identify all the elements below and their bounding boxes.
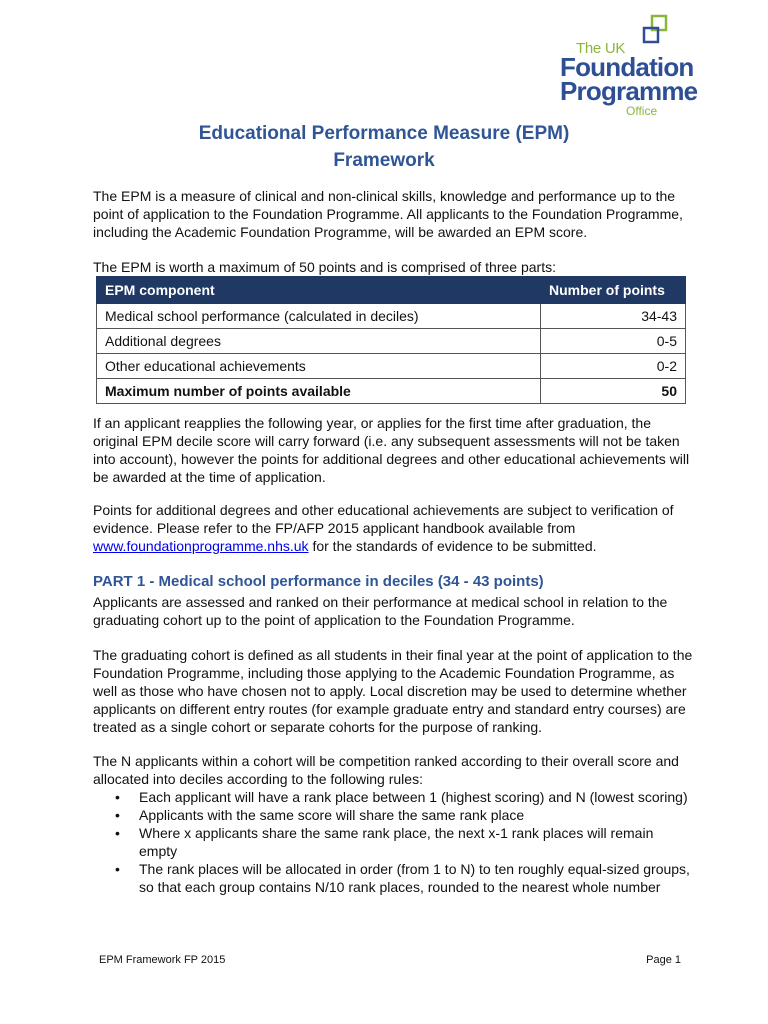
table-row — [97, 354, 686, 379]
table-cell-component: Additional degrees — [97, 329, 541, 354]
list-item — [93, 824, 693, 860]
evidence-paragraph — [93, 501, 693, 555]
table-row — [97, 304, 686, 329]
foundation-programme-logo — [560, 14, 740, 118]
list-item-text: Applicants with the same score will share the same rank place — [139, 807, 525, 823]
table-total-value: 50 — [541, 379, 686, 404]
table-total-label: Maximum number of points available — [97, 379, 541, 404]
intro-paragraph: The EPM is a measure of clinical and non-clinical skills, knowledge and performance up to the point of application to the Foundation Programme. All applicants to the Foundation Programme, including the Academic Foundation Programme, will be awarded an EPM score. — [93, 188, 683, 240]
evidence-text-before: Points for additional degrees and other educational achievements are subject to verification of evidence. Please refer to the FP/AFP 2015 applicant handbook available from — [93, 502, 674, 536]
footer-document-name: EPM Framework FP 2015 — [99, 954, 226, 966]
list-item — [93, 806, 693, 824]
logo-squares-icon — [640, 14, 670, 54]
table-header-row — [97, 277, 686, 304]
page-title — [0, 120, 768, 174]
table-header-component: EPM component — [97, 277, 541, 304]
logo-text-foundation: Foundation — [560, 52, 694, 82]
table-cell-component: Other educational achievements — [97, 354, 541, 379]
table-total-row — [97, 379, 686, 404]
table-cell-points: 0-2 — [541, 354, 686, 379]
part1-paragraph-1: Applicants are assessed and ranked on their performance at medical school in relation to the graduating cohort up to the point of application to the Foundation Programme. — [93, 594, 668, 628]
table-row — [97, 329, 686, 354]
bullet-icon: • — [115, 789, 120, 805]
epm-components-table — [96, 276, 686, 404]
list-item — [93, 860, 693, 896]
table-cell-points: 34-43 — [541, 304, 686, 329]
ranking-rules-list — [93, 788, 693, 896]
list-item-text: The rank places will be allocated in order (from 1 to N) to ten roughly equal-sized groups, so that each group contains N/10 rank places, rounded to the nearest whole number — [139, 861, 690, 895]
part1-heading: PART 1 - Medical school performance in deciles (34 - 43 points) — [93, 573, 544, 590]
evidence-text-after: for the standards of evidence to be submitted. — [312, 538, 597, 554]
part1-paragraph-3: The N applicants within a cohort will be competition ranked according to their overall score and allocated into deciles according to the following rules: — [93, 753, 679, 787]
list-item-text: Where x applicants share the same rank place, the next x-1 rank places will remain empty — [139, 825, 654, 859]
foundation-programme-link[interactable]: www.foundationprogramme.nhs.uk — [93, 538, 309, 554]
footer-page-number: Page 1 — [646, 954, 681, 966]
table-header-points: Number of points — [541, 277, 686, 304]
table-cell-points: 0-5 — [541, 329, 686, 354]
worth-paragraph: The EPM is worth a maximum of 50 points and is comprised of three parts: — [93, 259, 556, 275]
logo-text-programme: Programme — [560, 76, 698, 106]
list-item-text: Each applicant will have a rank place between 1 (highest scoring) and N (lowest scoring) — [139, 789, 688, 805]
part1-paragraph-2: The graduating cohort is defined as all students in their final year at the point of application to the Foundation Programme, including those applying to the Academic Foundation Programme, as well as those who have chosen not to apply. Local discretion may be used to determine whether applicants on different entry routes (for example graduate entry and standard entry courses) are treated as a single cohort or separate cohorts for the purpose of ranking. — [93, 647, 693, 735]
bullet-icon: • — [115, 807, 120, 823]
bullet-icon: • — [115, 825, 120, 841]
logo-text-office: Office — [626, 104, 658, 118]
list-item — [93, 788, 693, 806]
page-title-line2: Framework — [333, 150, 435, 171]
logo-text-the-uk: The UK — [576, 40, 626, 57]
bullet-icon: • — [115, 861, 120, 877]
reapply-paragraph: If an applicant reapplies the following year, or applies for the first time after graduation, the original EPM decile score will carry forward (i.e. any subsequent assessments will not be taken into account), however the points for additional degrees and other educational achievements will be awarded at the time of application. — [93, 415, 690, 485]
table-cell-component: Medical school performance (calculated in deciles) — [97, 304, 541, 329]
page-title-line1: Educational Performance Measure (EPM) — [198, 123, 570, 144]
